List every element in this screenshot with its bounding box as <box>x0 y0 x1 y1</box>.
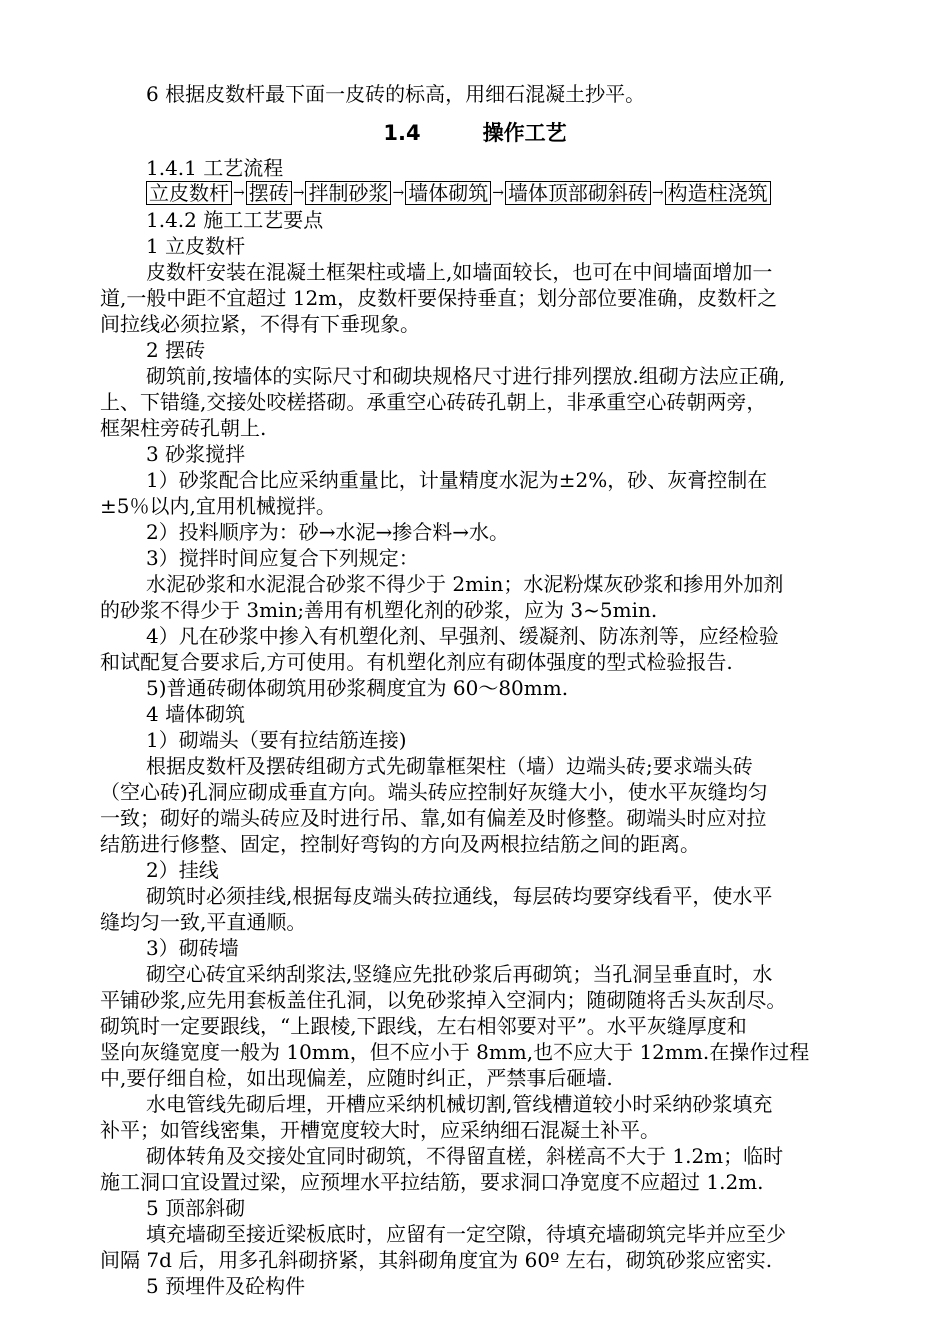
section-title: 操作工艺 <box>482 121 567 145</box>
text-line: 填充墙砌至接近梁板底时，应留有一定空隙，待填充墙砌筑完毕并应至少 <box>146 1222 786 1246</box>
text-line: 1）砌端头（要有拉结筋连接) <box>146 728 407 752</box>
flow-arrow-icon: → <box>392 185 405 201</box>
text-line: 框架柱旁砖孔朝上. <box>100 416 267 440</box>
text-line: 平铺砂浆,应先用套板盖住孔洞，以免砂浆掉入空洞内；随砌随将舌头灰刮尽。 <box>100 988 787 1012</box>
section-number: 1.4 <box>383 121 421 145</box>
text-line: （空心砖)孔洞应砌成垂直方向。端头砖应控制好灰缝大小，使水平灰缝均匀 <box>100 780 768 804</box>
intro-paragraph: 6 根据皮数杆最下面一皮砖的标高，用细石混凝土抄平。 <box>146 82 646 106</box>
text-line: 上、下错缝,交接处咬槎搭砌。承重空心砖砖孔朝上，非承重空心砖朝两旁， <box>100 390 767 414</box>
text-line: 5 顶部斜砌 <box>146 1196 246 1220</box>
flow-step: 墙体顶部砌斜砖 <box>505 181 651 205</box>
flow-step: 构造柱浇筑 <box>665 181 771 205</box>
text-line: 道,一般中距不宜超过 12m，皮数杆要保持垂直；划分部位要准确，皮数杆之 <box>100 286 778 310</box>
process-flow <box>146 180 771 206</box>
text-line: ±5％以内,宜用机械搅拌。 <box>100 494 336 518</box>
section-heading <box>0 119 950 147</box>
text-line: 2）投料顺序为：砂→水泥→掺合料→水。 <box>146 520 509 544</box>
text-line: 中,要仔细自检，如出现偏差，应随时纠正，严禁事后砸墙. <box>100 1066 613 1090</box>
flow-arrow-icon: → <box>492 185 504 201</box>
flow-step: 拌制砂浆 <box>305 181 391 205</box>
text-line: 砌体转角及交接处宜同时砌筑，不得留直槎，斜槎高不大于 1.2m；临时 <box>146 1144 784 1168</box>
text-line: 2）挂线 <box>146 858 219 882</box>
text-line: 水泥砂浆和水泥混合砂浆不得少于 2min；水泥粉煤灰砂浆和掺用外加剂 <box>146 572 784 596</box>
text-line: 补平；如管线密集，开槽宽度较大时，应采纳细石混凝土补平。 <box>100 1118 660 1142</box>
text-line: 水电管线先砌后埋，开槽应采纳机械切割,管线槽道较小时采纳砂浆填充 <box>146 1092 773 1116</box>
flow-arrow-icon: → <box>233 185 245 201</box>
subsection-heading: 1.4.1 工艺流程 <box>146 156 284 180</box>
text-line: 3）砌砖墙 <box>146 936 239 960</box>
text-line: 1 立皮数杆 <box>146 234 246 258</box>
text-line: 的砂浆不得少于 3min;善用有机塑化剂的砂浆，应为 3~5min. <box>100 598 658 622</box>
subsection-heading: 1.4.2 施工工艺要点 <box>146 208 324 232</box>
text-line: 间拉线必须拉紧，不得有下垂现象。 <box>100 312 420 336</box>
text-line: 竖向灰缝宽度一般为 10mm，但不应小于 8mm,也不应大于 12mm.在操作过程 <box>100 1040 810 1064</box>
text-line: 3）搅拌时间应复合下列规定： <box>146 546 419 570</box>
text-line: 砌筑前,按墙体的实际尺寸和砌块规格尺寸进行排列摆放.组砌方法应正确, <box>146 364 786 388</box>
flow-step: 立皮数杆 <box>146 181 232 205</box>
text-line: 一致；砌好的端头砖应及时进行吊、靠,如有偏差及时修整。砌端头时应对拉 <box>100 806 767 830</box>
text-line: 2 摆砖 <box>146 338 206 362</box>
flow-step: 摆砖 <box>246 181 292 205</box>
text-line: 和试配复合要求后,方可使用。有机塑化剂应有砌体强度的型式检验报告. <box>100 650 733 674</box>
text-line: 砌空心砖宜采纳刮浆法,竖缝应先批砂浆后再砌筑；当孔洞呈垂直时，水 <box>146 962 773 986</box>
text-line: 5)普通砖砌体砌筑用砂浆稠度宜为 60～80mm. <box>146 676 569 700</box>
text-line: 4）凡在砂浆中掺入有机塑化剂、早强剂、缓凝剂、防冻剂等，应经检验 <box>146 624 779 648</box>
text-line: 缝均匀一致,平直通顺。 <box>100 910 307 934</box>
text-line: 结筋进行修整、固定，控制好弯钩的方向及两根拉结筋之间的距离。 <box>100 832 700 856</box>
flow-arrow-icon: → <box>651 185 664 201</box>
flow-step: 墙体砌筑 <box>405 181 491 205</box>
text-line: 3 砂浆搅拌 <box>146 442 246 466</box>
text-line: 砌筑时必须挂线,根据每皮端头砖拉通线，每层砖均要穿线看平，使水平 <box>146 884 773 908</box>
flow-arrow-icon: → <box>292 185 305 201</box>
text-line: 皮数杆安装在混凝土框架柱或墙上,如墙面较长，也可在中间墙面增加一 <box>146 260 773 284</box>
text-line: 4 墙体砌筑 <box>146 702 246 726</box>
text-line: 5 预埋件及砼构件 <box>146 1274 306 1298</box>
text-line: 根据皮数杆及摆砖组砌方式先砌靠框架柱（墙）边端头砖;要求端头砖 <box>146 754 753 778</box>
text-line: 施工洞口宜设置过梁，应预埋水平拉结筋，要求洞口净宽度不应超过 1.2m. <box>100 1170 764 1194</box>
text-line: 1）砂浆配合比应采纳重量比，计量精度水泥为±2%，砂、灰膏控制在 <box>146 468 768 492</box>
text-line: 砌筑时一定要跟线，“上跟棱,下跟线，左右相邻要对平”。水平灰缝厚度和 <box>100 1014 747 1038</box>
text-line: 间隔 7d 后，用多孔斜砌挤紧，其斜砌角度宜为 60º 左右，砌筑砂浆应密实. <box>100 1248 773 1272</box>
